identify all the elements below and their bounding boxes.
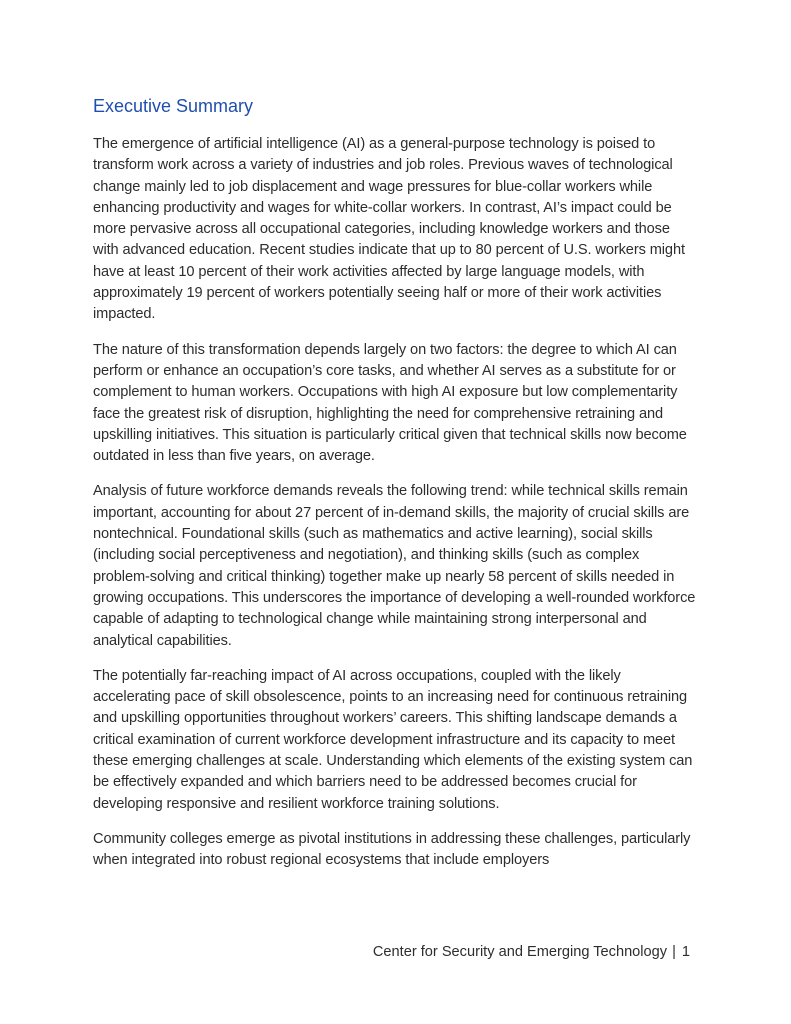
paragraph-community-colleges: Community colleges emerge as pivotal institutions in addressing these challenges, particularly when integrated into robust regional ecosystems that include employers — [93, 830, 691, 869]
page-number: 1 — [681, 944, 690, 960]
page-footer — [373, 941, 690, 963]
section-heading: Executive Summary — [93, 96, 254, 116]
page-content — [93, 94, 699, 886]
paragraph-ai-impact: The emergence of artificial intelligence (AI) as a general-purpose technology is poised to transform work across a variety of industries and job roles. Previous waves of technological change mainly led to job displacement and wage pressures for blue-collar workers while enhancing productivity and wages for white-collar workers. In contrast, AI’s impact could be more pervasive across all occupational categories, including knowledge workers and those with advanced education. Recent studies indicate that up to 80 percent of U.S. workers might have at least 10 percent of their work activities affected by large language models, with approximately 19 percent of workers potentially seeing half or more of their work activities impacted. — [93, 136, 685, 323]
paragraph-retraining-need: The potentially far-reaching impact of AI across occupations, coupled with the likely accelerating pace of skill obsolescence, points to an increasing need for continuous retraining and upskilling opportunities throughout workers’ careers. This shifting landscape demands a critical examination of current workforce development infrastructure and its capacity to meet these emerging challenges at scale. Understanding which elements of the existing system can be effectively expanded and which barriers need to be addressed becomes crucial for developing responsive and resilient workforce training solutions. — [93, 667, 693, 812]
paragraph-workforce-demands: Analysis of future workforce demands reveals the following trend: while technical skills remain important, accounting for about 27 percent of in-demand skills, the majority of crucial skills are nontechnical. Foundational skills (such as mathematics and active learning), social skills (including social perceptiveness and negotiation), and thinking skills (such as complex problem-solving and critical thinking) together make up nearly 58 percent of skills needed in growing occupations. This underscores the importance of developing a well-rounded workforce capable of adapting to technological change while maintaining strong interpersonal and analytical capabilities. — [93, 483, 696, 649]
footer-separator: | — [672, 944, 676, 960]
footer-organization: Center for Security and Emerging Technology — [372, 944, 668, 960]
paragraph-transformation-factors: The nature of this transformation depends largely on two factors: the degree to which AI can perform or enhance an occupation’s core tasks, and whether AI serves as a substitute for or complement to human workers. Occupations with high AI exposure but low complementarity face the greatest risk of disruption, highlighting the need for comprehensive retraining and upskilling initiatives. This situation is particularly critical given that technical skills now become outdated in less than five years, on average. — [93, 341, 687, 465]
